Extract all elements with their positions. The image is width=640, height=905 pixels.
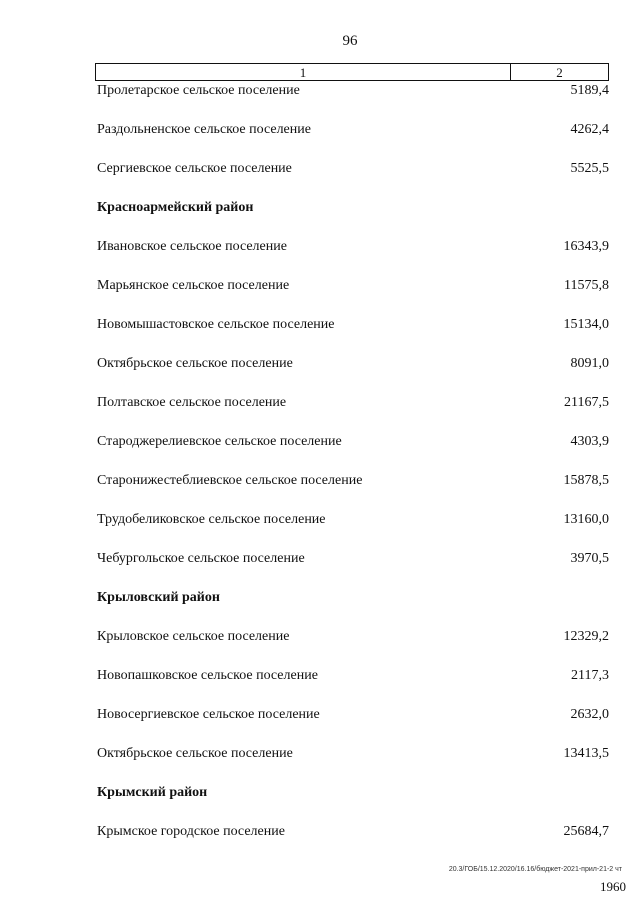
table-row <box>97 160 609 199</box>
settlement-name: Раздольненское сельское поселение <box>97 122 311 137</box>
settlement-name: Староджерелиевское сельское поселение <box>97 434 342 449</box>
settlement-name: Старонижестеблиевское сельское поселение <box>97 473 363 488</box>
amount-value: 16343,9 <box>563 239 609 254</box>
amount-value: 25684,7 <box>563 824 609 839</box>
table-row <box>97 394 609 433</box>
settlement-name: Ивановское сельское поселение <box>97 239 287 254</box>
settlement-name: Новомышастовское сельское поселение <box>97 317 335 332</box>
table-header-col1: 1 <box>96 64 511 80</box>
settlement-name: Полтавское сельское поселение <box>97 395 287 410</box>
amount-value: 3970,5 <box>570 551 609 566</box>
footer-document-code: 20.3/ГОБ/15.12.2020/16.16/бюджет-2021-прил-21-2 чт <box>448 866 622 873</box>
table-header <box>95 63 609 81</box>
table-row <box>97 238 609 277</box>
amount-value: 15134,0 <box>563 317 609 332</box>
settlement-name: Пролетарское сельское поселение <box>97 83 300 98</box>
amount-value: 2117,3 <box>571 668 609 683</box>
table-row <box>97 706 609 745</box>
page-number: 96 <box>342 33 358 49</box>
table-row <box>97 121 609 160</box>
district-heading-row <box>97 784 609 823</box>
amount-value: 21167,5 <box>564 395 609 410</box>
amount-value: 5189,4 <box>570 83 609 98</box>
amount-value: 5525,5 <box>570 161 609 176</box>
table-row <box>97 550 609 589</box>
settlement-name: Октябрьское сельское поселение <box>97 746 293 761</box>
settlement-name: Чебургольское сельское поселение <box>97 551 305 566</box>
table-row <box>97 511 609 550</box>
footer-sheet-number: 1960 <box>600 879 626 894</box>
table-row <box>97 628 609 667</box>
amount-value: 11575,8 <box>564 278 609 293</box>
table-row <box>97 472 609 511</box>
settlement-name: Марьянское сельское поселение <box>97 278 290 293</box>
settlement-name: Новосергиевское сельское поселение <box>97 707 320 722</box>
amount-value: 15878,5 <box>563 473 609 488</box>
table-row <box>97 745 609 784</box>
amount-value: 13160,0 <box>563 512 609 527</box>
amount-value: 13413,5 <box>563 746 609 761</box>
table-row <box>97 433 609 472</box>
amount-value: 4303,9 <box>570 434 609 449</box>
amount-value: 4262,4 <box>570 122 609 137</box>
settlement-name: Сергиевское сельское поселение <box>97 161 292 176</box>
table-row <box>97 355 609 394</box>
settlement-name: Крымское городское поселение <box>97 824 285 839</box>
settlement-name: Октябрьское сельское поселение <box>97 356 293 371</box>
settlement-name: Новопашковское сельское поселение <box>97 668 318 683</box>
table-row <box>97 82 609 121</box>
district-name: Крыловский район <box>97 590 220 605</box>
settlement-table-body <box>97 82 609 862</box>
table-header-col2: 2 <box>556 65 563 80</box>
table-row <box>97 667 609 706</box>
settlement-name: Крыловское сельское поселение <box>97 629 290 644</box>
amount-value: 8091,0 <box>570 356 609 371</box>
district-heading-row <box>97 199 609 238</box>
settlement-name: Трудобеликовское сельское поселение <box>97 512 326 527</box>
amount-value: 2632,0 <box>570 707 609 722</box>
table-row <box>97 316 609 355</box>
district-heading-row <box>97 589 609 628</box>
district-name: Крымский район <box>97 785 208 800</box>
amount-value: 12329,2 <box>563 629 609 644</box>
table-row <box>97 823 609 862</box>
table-row <box>97 277 609 316</box>
district-name: Красноармейский район <box>97 200 254 215</box>
